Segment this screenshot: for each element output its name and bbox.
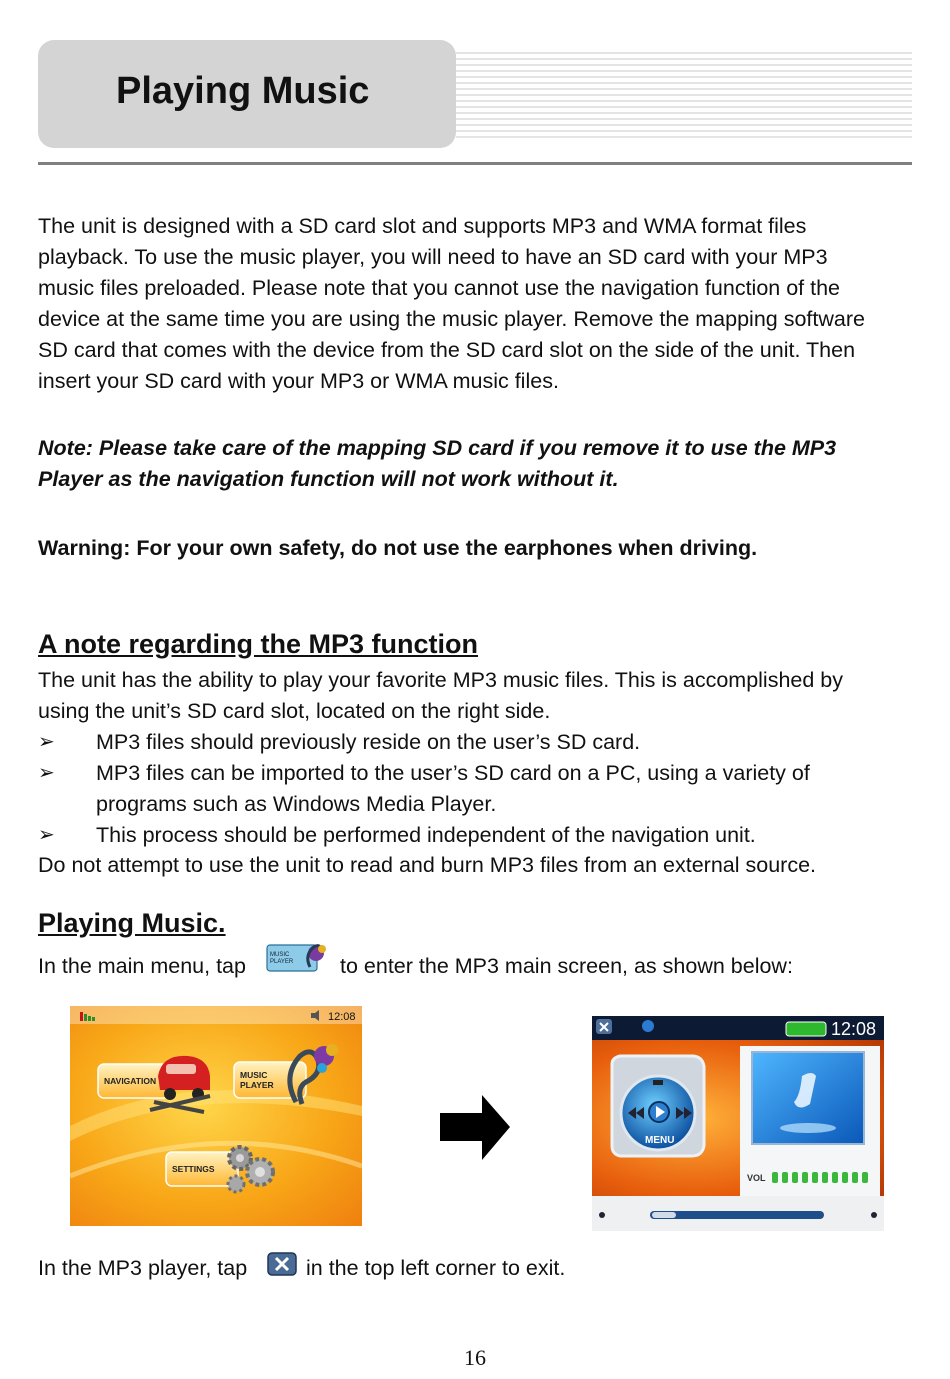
menu-label: MENU — [645, 1135, 675, 1146]
playing-music-heading: Playing Music. — [38, 908, 226, 938]
main-menu-screenshot — [70, 1006, 362, 1226]
volume-segment — [862, 1172, 868, 1183]
volume-segment — [852, 1172, 858, 1183]
volume-segment — [822, 1172, 828, 1183]
exit-instruction-after: in the top left corner to exit. — [306, 1256, 566, 1280]
mp3-intro-line: using the unit’s SD card slot, located on the right side. — [38, 699, 551, 723]
intro-line: device at the same time you are using the music player. Remove the mapping software — [38, 307, 865, 331]
playback-control-pad[interactable] — [612, 1056, 704, 1156]
intro-line: playback. To use the music player, you will need to have an SD card with your MP3 — [38, 245, 828, 269]
page-title: Playing Music — [116, 70, 370, 112]
header-divider — [38, 162, 912, 165]
bullet-arrow-icon: ➢ — [38, 824, 55, 846]
music-label: MUSIC — [240, 1070, 268, 1080]
instruction-before: In the main menu, tap — [38, 954, 246, 978]
intro-line: music files preloaded. Please note that you cannot use the navigation function of the — [38, 276, 840, 300]
right-arrow-icon — [440, 1095, 510, 1160]
battery-icon — [786, 1022, 826, 1036]
header-stripes — [456, 52, 912, 138]
bullet-item — [38, 758, 898, 820]
volume-segment — [802, 1172, 808, 1183]
bullet-line: This process should be performed independent of the navigation unit. — [96, 823, 756, 847]
icon-label: MUSIC — [270, 952, 290, 958]
globe-icon — [642, 1020, 654, 1032]
mp3-closing: Do not attempt to use the unit to read and burn MP3 files from an external source. — [38, 853, 817, 877]
status-time: 12:08 — [328, 1011, 356, 1023]
volume-segment — [782, 1172, 788, 1183]
page-number: 16 — [464, 1345, 486, 1370]
mp3-player-screenshot — [592, 1016, 884, 1231]
progress-knob[interactable] — [652, 1212, 676, 1218]
note-line: Player as the navigation function will not work without it. — [38, 467, 619, 491]
mp3-function-heading: A note regarding the MP3 function — [38, 629, 479, 659]
bullet-line: programs such as Windows Media Player. — [96, 792, 497, 816]
progress-start-dot — [599, 1212, 605, 1218]
note-line: Note: Please take care of the mapping SD card if you remove it to use the MP3 — [38, 436, 837, 460]
progress-bar[interactable] — [650, 1211, 824, 1219]
bullet-arrow-icon: ➢ — [38, 762, 55, 784]
player-label: PLAYER — [240, 1080, 274, 1090]
music-player-icon[interactable] — [266, 941, 330, 975]
mp3-intro — [38, 665, 918, 727]
signal-icon — [80, 1012, 83, 1021]
intro-line: SD card that comes with the device from the SD card slot on the side of the unit. Then — [38, 338, 856, 362]
navigation-label: NAVIGATION — [104, 1076, 157, 1086]
volume-segment — [842, 1172, 848, 1183]
bullet-item — [38, 820, 898, 851]
bullet-item — [38, 727, 898, 758]
mp3-status-time: 12:08 — [831, 1019, 877, 1039]
intro-line: The unit is designed with a SD card slot and supports MP3 and WMA format files — [38, 214, 807, 238]
volume-segment — [832, 1172, 838, 1183]
mp3-intro-line: The unit has the ability to play your favorite MP3 music files. This is accomplished by — [38, 668, 844, 692]
intro-paragraph — [38, 211, 918, 397]
note-paragraph — [38, 433, 918, 495]
bullet-line: MP3 files should previously reside on the user’s SD card. — [96, 730, 641, 754]
volume-label: VOL — [747, 1173, 766, 1183]
stop-icon — [653, 1080, 663, 1085]
volume-segment — [812, 1172, 818, 1183]
settings-label: SETTINGS — [172, 1164, 215, 1174]
icon-label: PLAYER — [270, 959, 294, 965]
volume-segment — [792, 1172, 798, 1183]
progress-end-dot — [871, 1212, 877, 1218]
instruction-after: to enter the MP3 main screen, as shown below: — [340, 954, 793, 978]
bullet-arrow-icon: ➢ — [38, 731, 55, 753]
volume-segment — [772, 1172, 778, 1183]
intro-line: insert your SD card with your MP3 or WMA music files. — [38, 369, 559, 393]
warning-text: Warning: For your own safety, do not use the earphones when driving. — [38, 536, 758, 560]
bullet-line: MP3 files can be imported to the user’s SD card on a PC, using a variety of — [96, 761, 810, 785]
exit-instruction-before: In the MP3 player, tap — [38, 1256, 248, 1280]
close-x-icon[interactable] — [267, 1252, 297, 1276]
